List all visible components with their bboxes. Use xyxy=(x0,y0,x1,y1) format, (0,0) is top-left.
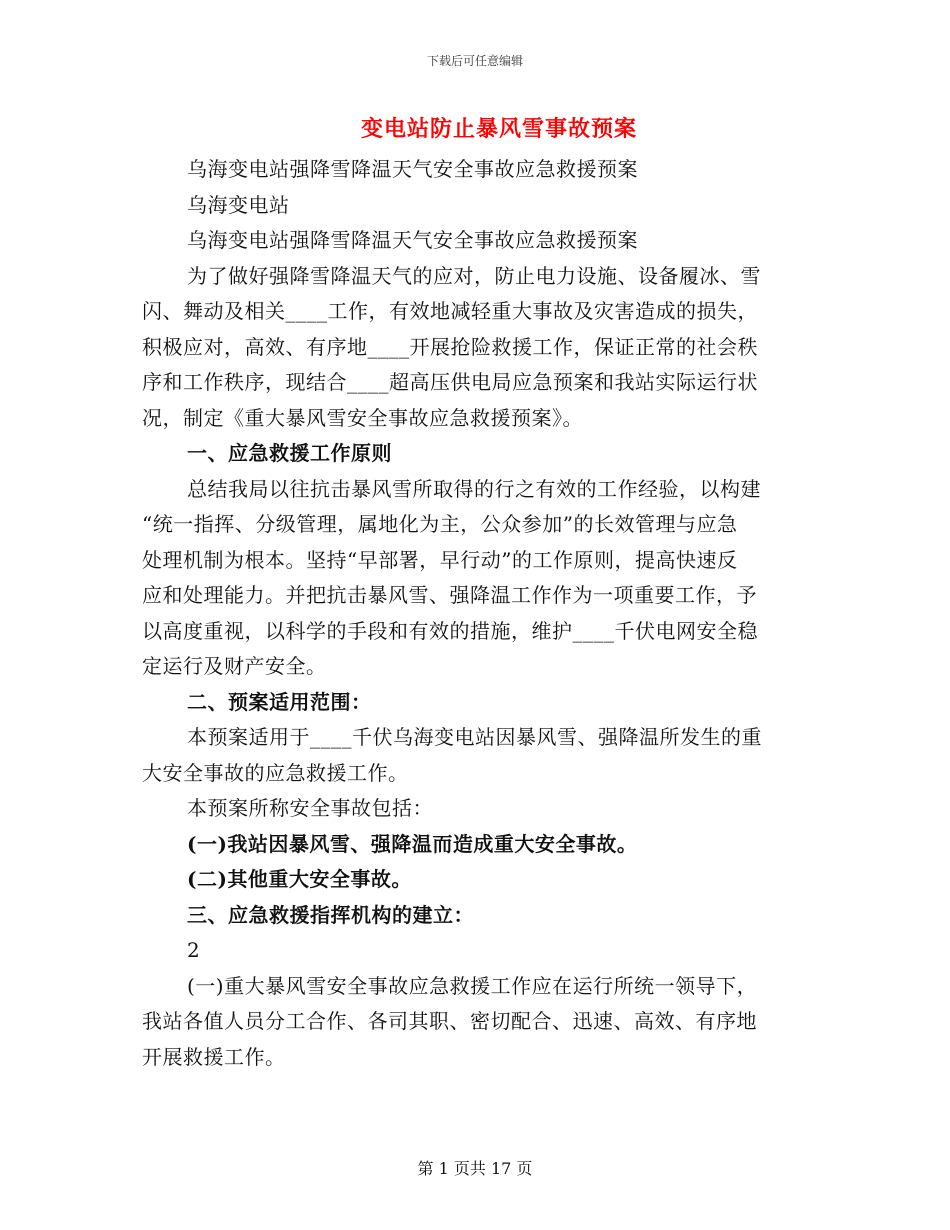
body-line: 定运行及财产安全。 xyxy=(142,654,327,678)
body-line: 积极应对，高效、有序地____开展抢险救援工作，保证正常的社会秩 xyxy=(142,334,758,359)
body-line: 乌海变电站 xyxy=(187,192,290,217)
body-line: (一)重大暴风雪安全事故应急救援工作应在运行所统一领导下， xyxy=(187,973,758,998)
section-heading: 三、应急救援指挥机构的建立： xyxy=(187,902,474,927)
body-line: “统一指挥、分级管理，属地化为主，公众参加”的长效管理与应急 xyxy=(142,512,738,536)
page-title: 变电站防止暴风雪事故预案 xyxy=(360,116,637,142)
body-line: 开展救援工作。 xyxy=(142,1044,286,1069)
body-line: 为了做好强降雪降温天气的应对，防止电力设施、设备履冰、雪 xyxy=(187,263,761,288)
body-line: 闪、舞动及相关____工作，有效地减轻重大事故及灾害造成的损失， xyxy=(142,299,758,323)
body-line: 况，制定《重大暴风雪安全事故应急救援预案》。 xyxy=(142,405,583,430)
section-heading: (二)其他重大安全事故。 xyxy=(187,867,412,891)
section-heading: (一)我站因暴风雪、强降温而造成重大安全事故。 xyxy=(187,831,638,856)
body-line: 处理机制为根本。坚持“早部署，早行动”的工作原则，提高快速反 xyxy=(142,547,738,572)
body-line: 2 xyxy=(187,938,201,962)
section-heading: 二、预案适用范围： xyxy=(187,689,372,714)
page-header-note: 下载后可任意编辑 xyxy=(426,54,523,68)
body-line: 以高度重视，以科学的手段和有效的措施，维护____千伏电网安全稳 xyxy=(142,618,758,643)
body-line: 大安全事故的应急救援工作。 xyxy=(142,760,409,785)
body-line: 总结我局以往抗击暴风雪所取得的行之有效的工作经验，以构建 xyxy=(187,476,761,501)
body-line: 乌海变电站强降雪降温天气安全事故应急救援预案 xyxy=(187,157,638,181)
body-line: 应和处理能力。并把抗击暴风雪、强降温工作作为一项重要工作，予 xyxy=(142,583,757,607)
page-number: 第 1 页共 17 页 xyxy=(417,1159,533,1178)
document-body xyxy=(142,152,802,1075)
body-line: 乌海变电站强降雪降温天气安全事故应急救援预案 xyxy=(187,228,638,252)
body-line: 序和工作秩序，现结合____超高压供电局应急预案和我站实际运行状 xyxy=(142,370,758,394)
body-line: 我站各值人员分工合作、各司其职、密切配合、迅速、高效、有序地 xyxy=(142,1009,757,1033)
body-line: 本预案适用于____千伏乌海变电站因暴风雪、强降温所发生的重 xyxy=(187,725,762,749)
body-line: 本预案所称安全事故包括： xyxy=(187,796,433,820)
section-heading: 一、应急救援工作原则 xyxy=(187,441,392,465)
